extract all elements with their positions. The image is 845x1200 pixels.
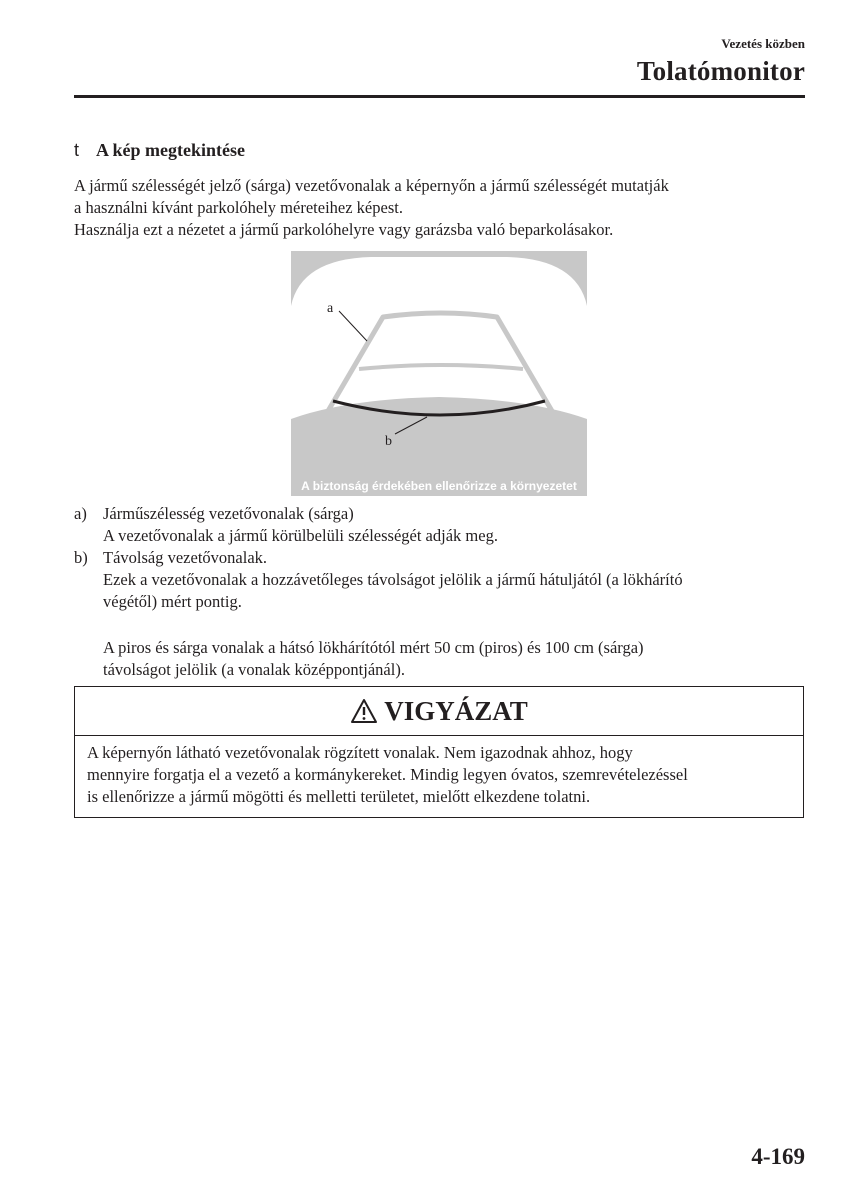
- warning-triangle-icon: [350, 698, 378, 724]
- page-number: 4-169: [751, 1144, 805, 1169]
- caution-body: [75, 736, 803, 808]
- callout-label-b: b: [385, 434, 392, 449]
- definition-item-b: [74, 547, 814, 613]
- callout-label-a: a: [327, 301, 334, 316]
- camera-screen-svg: [291, 251, 587, 496]
- definition-marker-b: b): [74, 548, 88, 567]
- definition-title-b: Távolság vezetővonalak.: [103, 548, 268, 567]
- definition-text-a: A vezetővonalak a jármű körülbelüli szélességét adják meg.: [103, 526, 498, 545]
- definition-list: [74, 503, 814, 613]
- section-bullet-icon: t: [74, 140, 80, 160]
- caution-header: [75, 687, 803, 736]
- definition-text-b-2: végétől) mért pontig.: [103, 592, 242, 611]
- note-paragraph: [103, 637, 823, 681]
- section-heading-text: A kép megtekintése: [96, 140, 245, 160]
- note-line-2: távolságot jelölik (a vonalak középpontjánál).: [103, 660, 405, 679]
- intro-line-2: a használni kívánt parkolóhely méreteihez képest.: [74, 198, 403, 217]
- rear-camera-illustration: [291, 251, 587, 496]
- intro-paragraph: [74, 175, 814, 241]
- note-line-1: A piros és sárga vonalak a hátsó lökhárítótól mért 50 cm (piros) és 100 cm (sárga): [103, 638, 644, 657]
- intro-line-3: Használja ezt a nézetet a jármű parkolóhelyre vagy garázsba való beparkolásakor.: [74, 220, 614, 239]
- page-title: Tolatómonitor: [636, 56, 805, 86]
- caution-box: [74, 686, 804, 818]
- caution-line-3: is ellenőrizze a jármű mögötti és melletti területet, mielőtt elkezdene tolatni.: [87, 787, 591, 806]
- caution-line-1: A képernyőn látható vezetővonalak rögzített vonalak. Nem igazodnak ahhoz, hogy: [87, 743, 633, 762]
- caution-line-2: mennyire forgatja el a vezető a kormánykereket. Mindig legyen óvatos, szemrevételezéssel: [87, 765, 688, 784]
- definition-item-a: [74, 503, 814, 547]
- caution-title: VIGYÁZAT: [384, 695, 528, 726]
- intro-line-1: A jármű szélességét jelző (sárga) vezetővonalak a képernyőn a jármű szélességét mutatják: [74, 176, 669, 195]
- definition-title-a: Járműszélesség vezetővonalak (sárga): [103, 504, 354, 523]
- safety-banner-text: A biztonság érdekében ellenőrizze a környezetet: [301, 479, 577, 493]
- definition-text-b-1: Ezek a vezetővonalak a hozzávetőleges távolságot jelölik a jármű hátuljától (a lökhárító: [103, 570, 683, 589]
- definition-marker-a: a): [74, 504, 87, 523]
- section-heading: [74, 140, 245, 161]
- header-divider: [74, 95, 805, 98]
- header-section-label: Vezetés közben: [721, 36, 805, 51]
